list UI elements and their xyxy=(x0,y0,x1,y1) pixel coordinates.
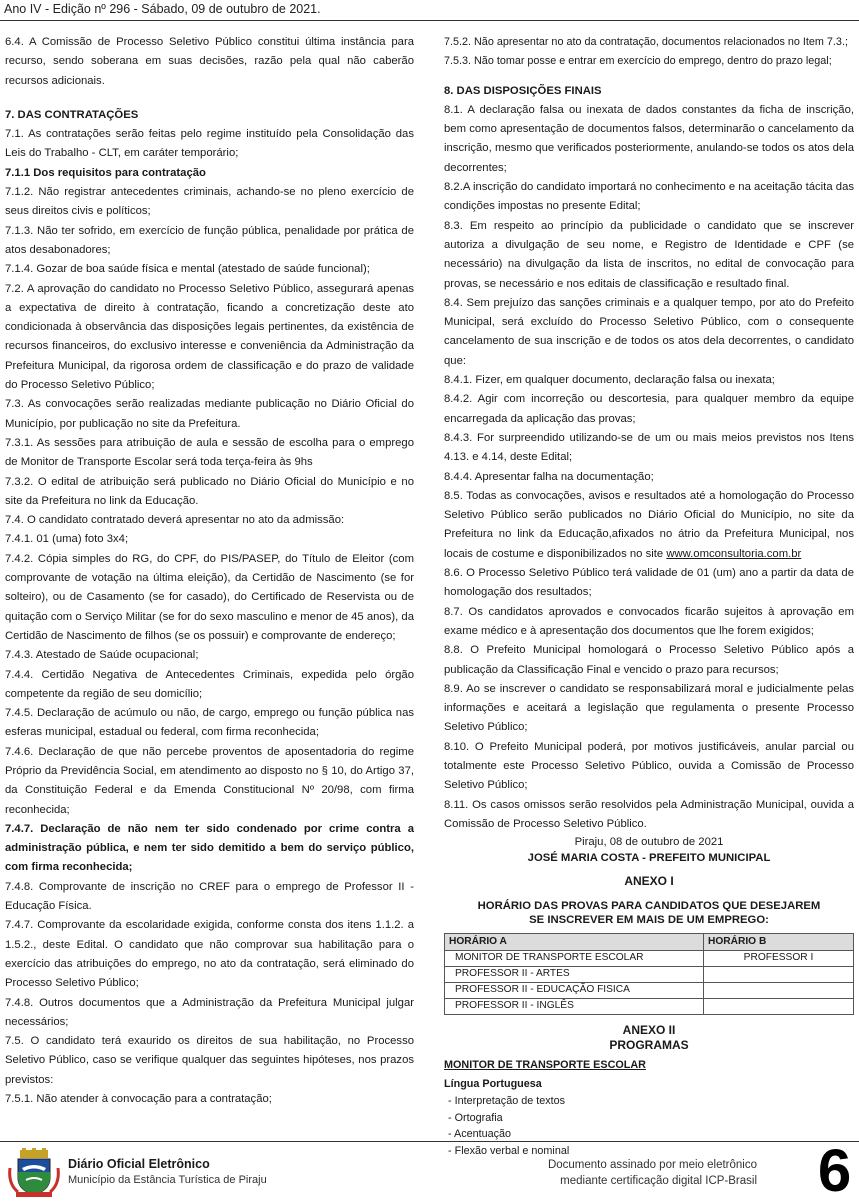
paragraph: 7.3.1. As sessões para atribuição de aula e sessão de escolha para o emprego de Monitor de Transporte Escolar será toda terça-feira às 9hs xyxy=(5,436,414,469)
annex1-subtitle-line2: SE INSCREVER EM MAIS DE UM EMPREGO: xyxy=(529,914,769,927)
paragraph: 7.4.4. Certidão Negativa de Antecedentes Criminais, expedida pelo órgão competente da região de seu domicílio; xyxy=(5,668,414,700)
list-item: - Acentuação xyxy=(448,1128,512,1141)
paragraph: 7.5.1. Não atender à convocação para a contratação; xyxy=(5,1093,272,1106)
paragraph: 7.4.6. Declaração de que não percebe proventos de aposentadoria do regime Próprio da Previdência Social, em atendimento ao disposto no § 10, do Artigo 37, da Constituição Federal e da Emenda Constitucional Nº 20/98, com firma reconhecida; xyxy=(5,745,414,816)
footer-signed-line1: Documento assinado por meio eletrônico xyxy=(547,1159,757,1171)
program-topics xyxy=(444,1093,854,1159)
column-header-b: HORÁRIO B xyxy=(704,934,854,951)
paragraph: 7.4.1. 01 (uma) foto 3x4; xyxy=(5,533,129,546)
paragraph: 6.4. A Comissão de Processo Seletivo Público constitui última instância para recurso, sendo soberana em suas decisões, razão pela qual não caberão recursos adicionais. xyxy=(5,36,414,87)
cell-horario-b xyxy=(704,967,854,983)
paragraph: 8.4.1. Fizer, em qualquer documento, declaração falsa ou inexata; xyxy=(444,374,775,387)
section-heading: 7. DAS CONTRATAÇÕES xyxy=(5,108,139,121)
cell-horario-a: PROFESSOR II - INGLÊS xyxy=(445,999,704,1015)
annex2-title: ANEXO II xyxy=(622,1023,676,1038)
left-column xyxy=(5,33,414,1109)
paragraph: 8.4.4. Apresentar falha na documentação; xyxy=(444,470,654,483)
website-link[interactable]: www.omconsultoria.com.br xyxy=(666,547,802,560)
cell-horario-b xyxy=(704,983,854,999)
paragraph: 7.2. A aprovação do candidato no Processo Seletivo Público, assegurará apenas a expectativa de direito à contratação, ficando a concretização deste ato condicionada à observância das disposições legais pertinentes, da existência de recursos financeiros, do exclusivo interesse e conveniência da Administração da Prefeitura Municipal, da rigorosa ordem de classificação e do prazo de validade do Processo Seletivo Público; xyxy=(5,282,414,392)
paragraph: 7.1.2. Não registrar antecedentes criminais, achando-se no pleno exercício de seus direitos civis e políticos; xyxy=(5,186,414,218)
footer-rule xyxy=(0,1141,859,1142)
paragraph: 8.10. O Prefeito Municipal poderá, por motivos justificáveis, anular parcial ou totalmente este Processo Seletivo Público, ouvida a Comissão de Processo Seletivo Público; xyxy=(444,740,854,792)
footer-title: Diário Oficial Eletrônico xyxy=(68,1157,210,1171)
paragraph: 7.1.4. Gozar de boa saúde física e mental (atestado de saúde funcional); xyxy=(5,263,370,276)
right-column xyxy=(444,33,854,1159)
paragraph: 7.5. O candidato terá exaurido os direitos de sua habilitação, no Processo Seletivo Público, caso se verifique qualquer das seguintes hipóteses, nos prazos previstos: xyxy=(5,1035,414,1086)
table-row xyxy=(445,967,854,983)
paragraph: 7.4.2. Cópia simples do RG, do CPF, do PIS/PASEP, do Título de Eleitor (com comprovante de votação na última eleição), da Certidão de Nascimento (se for solteiro), ou de Casamento (se for casado), do Certificado de Reservista ou de quitação com o Serviço Militar (se for do sexo masculino e menor de 45 anos), da Certidão de Nascimento de filhos (se os possuir) e comprovante de endereço; xyxy=(5,552,414,642)
cell-horario-b xyxy=(704,999,854,1015)
table-row xyxy=(445,983,854,999)
signature-date: Piraju, 08 de outubro de 2021 xyxy=(574,836,724,849)
paragraph xyxy=(444,487,854,564)
signature-name: JOSÉ MARIA COSTA - PREFEITO MUNICIPAL xyxy=(527,852,771,865)
program-subject: Língua Portuguesa xyxy=(444,1078,542,1091)
paragraph: 7.4.8. Outros documentos que a Administração da Prefeitura Municipal julgar necessários; xyxy=(5,996,414,1028)
table-row xyxy=(445,999,854,1015)
paragraph: 7.1.3. Não ter sofrido, em exercício de função pública, penalidade por prática de atos desabonadores; xyxy=(5,224,414,256)
annex1-subtitle-line1: HORÁRIO DAS PROVAS PARA CANDIDATOS QUE DESEJAREM xyxy=(477,900,821,913)
bold-paragraph: 7.4.7. Declaração de não nem ter sido condenado por crime contra a administração pública, e nem ter sido demitido a bem do serviço público, com firma reconhecida; xyxy=(5,822,414,874)
subsection-heading: 7.1.1 Dos requisitos para contratação xyxy=(5,166,206,179)
paragraph: 7.4.3. Atestado de Saúde ocupacional; xyxy=(5,649,199,662)
header-rule xyxy=(0,20,859,21)
table-row xyxy=(445,951,854,967)
paragraph: 7.3. As convocações serão realizadas mediante publicação no Diário Oficial do Município, por publicação no site da Prefeitura. xyxy=(5,398,414,430)
table-header-row xyxy=(445,934,854,951)
paragraph: 8.7. Os candidatos aprovados e convocados ficarão sujeitos à aprovação em exame médico e à apresentação dos documentos que lhe forem exigidos; xyxy=(444,605,854,637)
cell-horario-b: PROFESSOR I xyxy=(704,951,854,967)
paragraph: 8.6. O Processo Seletivo Público terá validade de 01 (um) ano a partir da data de homologação dos resultados; xyxy=(444,567,854,599)
paragraph: 7.4.5. Declaração de acúmulo ou não, de cargo, emprego ou função pública nas esferas municipal, estadual ou federal, com firma reconhecida; xyxy=(5,707,414,739)
paragraph: 8.3. Em respeito ao princípio da publicidade o candidato que se inscrever autoriza a divulgação de seu nome, e Registro de Identidade e CPF (se necessário) na divulgação da lista de inscritos, no edital de convocação para provas, se necessário e nos editais de classificação e resultado final. xyxy=(444,219,854,290)
paragraph: 8.4.3. For surpreendido utilizando-se de um ou mais meios previstos nos Itens 4.13. e 4.14, deste Edital; xyxy=(444,431,854,464)
cell-horario-a: PROFESSOR II - ARTES xyxy=(445,967,704,983)
paragraph: 8.1. A declaração falsa ou inexata de dados constantes da ficha de inscrição, bem como apresentação de documentos falsos, determinarão o cancelamento da inscrição, mesmo que verificados posteriormente, anulando-se todos os atos dela decorrentes; xyxy=(444,103,854,174)
footer-signed-line2: mediante certificação digital ICP-Brasil xyxy=(560,1175,757,1187)
program-section-title: MONITOR DE TRANSPORTE ESCOLAR xyxy=(444,1059,646,1072)
list-item: - Ortografia xyxy=(448,1111,503,1124)
cell-horario-a: MONITOR DE TRANSPORTE ESCOLAR xyxy=(445,951,704,967)
cell-horario-a: PROFESSOR II - EDUCAÇÃO FISICA xyxy=(445,983,704,999)
paragraph: 8.9. Ao se inscrever o candidato se responsabilizará moral e judicialmente pelas informações e aceitará a legislação que regulamenta o presente Processo Seletivo Público; xyxy=(444,682,854,734)
annex1-title: ANEXO I xyxy=(624,874,674,889)
paragraph-text: 8.5. Todas as convocações, avisos e resultados até a homologação do Processo Seletivo Público serão publicados no Diário Oficial do Município, no site da Prefeitura no link da Educação,afixados no átrio da Prefeitura Municipal, nos locais de costume e disponibilizados no site xyxy=(444,489,854,560)
paragraph: 8.4.2. Agir com incorreção ou descortesia, para qualquer membro da equipe encarregada da aplicação das provas; xyxy=(444,393,854,425)
column-header-a: HORÁRIO A xyxy=(445,934,704,951)
paragraph: 8.4. Sem prejuízo das sanções criminais e a qualquer tempo, por ato do Prefeito Municipal, será excluído do Processo Seletivo Público, com o consequente cancelamento de sua inscrição e de todos os atos dela decorrentes, o candidato que: xyxy=(444,296,854,367)
annex2-subtitle: PROGRAMAS xyxy=(609,1038,689,1053)
paragraph: 8.2.A inscrição do candidato importará no conhecimento e na aceitação tácita das condições impostas no presente Edital; xyxy=(444,181,854,213)
paragraph: 7.5.3. Não tomar posse e entrar em exercício do emprego, dentro do prazo legal; xyxy=(444,55,832,68)
paragraph: 8.8. O Prefeito Municipal homologará o Processo Seletivo Público após a publicação da Classificação Final e vencido o prazo para recursos; xyxy=(444,644,854,676)
paragraph: 7.4.7. Comprovante da escolaridade exigida, conforme consta dos itens 1.1.2. a 1.5.2., deste Edital. O candidato que não comprovar sua habilitação para o exercício das atribuições do emprego, no ato da contratação, será eliminado do Processo Seletivo Público; xyxy=(5,919,414,990)
page-number: 6 xyxy=(817,1137,852,1204)
paragraph: 7.1. As contratações serão feitas pelo regime instituído pela Consolidação das Leis do Trabalho - CLT, em caráter temporário; xyxy=(5,128,414,160)
schedule-table xyxy=(444,933,854,1015)
list-item: - Flexão verbal e nominal xyxy=(448,1144,570,1157)
paragraph: 7.4. O candidato contratado deverá apresentar no ato da admissão: xyxy=(5,514,345,527)
footer-subtitle: Município da Estância Turística de Piraju xyxy=(68,1174,267,1186)
paragraph: 7.4.8. Comprovante de inscrição no CREF para o emprego de Professor II - Educação Física. xyxy=(5,880,414,913)
section-heading: 8. DAS DISPOSIÇÕES FINAIS xyxy=(444,84,602,97)
paragraph: 8.11. Os casos omissos serão resolvidos pela Administração Municipal, ouvida a Comissão de Processo Seletivo Público. xyxy=(444,798,854,830)
list-item: - Interpretação de textos xyxy=(448,1095,566,1108)
municipal-crest-icon xyxy=(8,1148,60,1198)
paragraph: 7.3.2. O edital de atribuição será publicado no Diário Oficial do Município e no site da Prefeitura no link da Educação. xyxy=(5,475,414,507)
edition-header: Ano IV - Edição nº 296 - Sábado, 09 de outubro de 2021. xyxy=(4,2,321,16)
paragraph: 7.5.2. Não apresentar no ato da contratação, documentos relacionados no Item 7.3.; xyxy=(444,36,848,48)
